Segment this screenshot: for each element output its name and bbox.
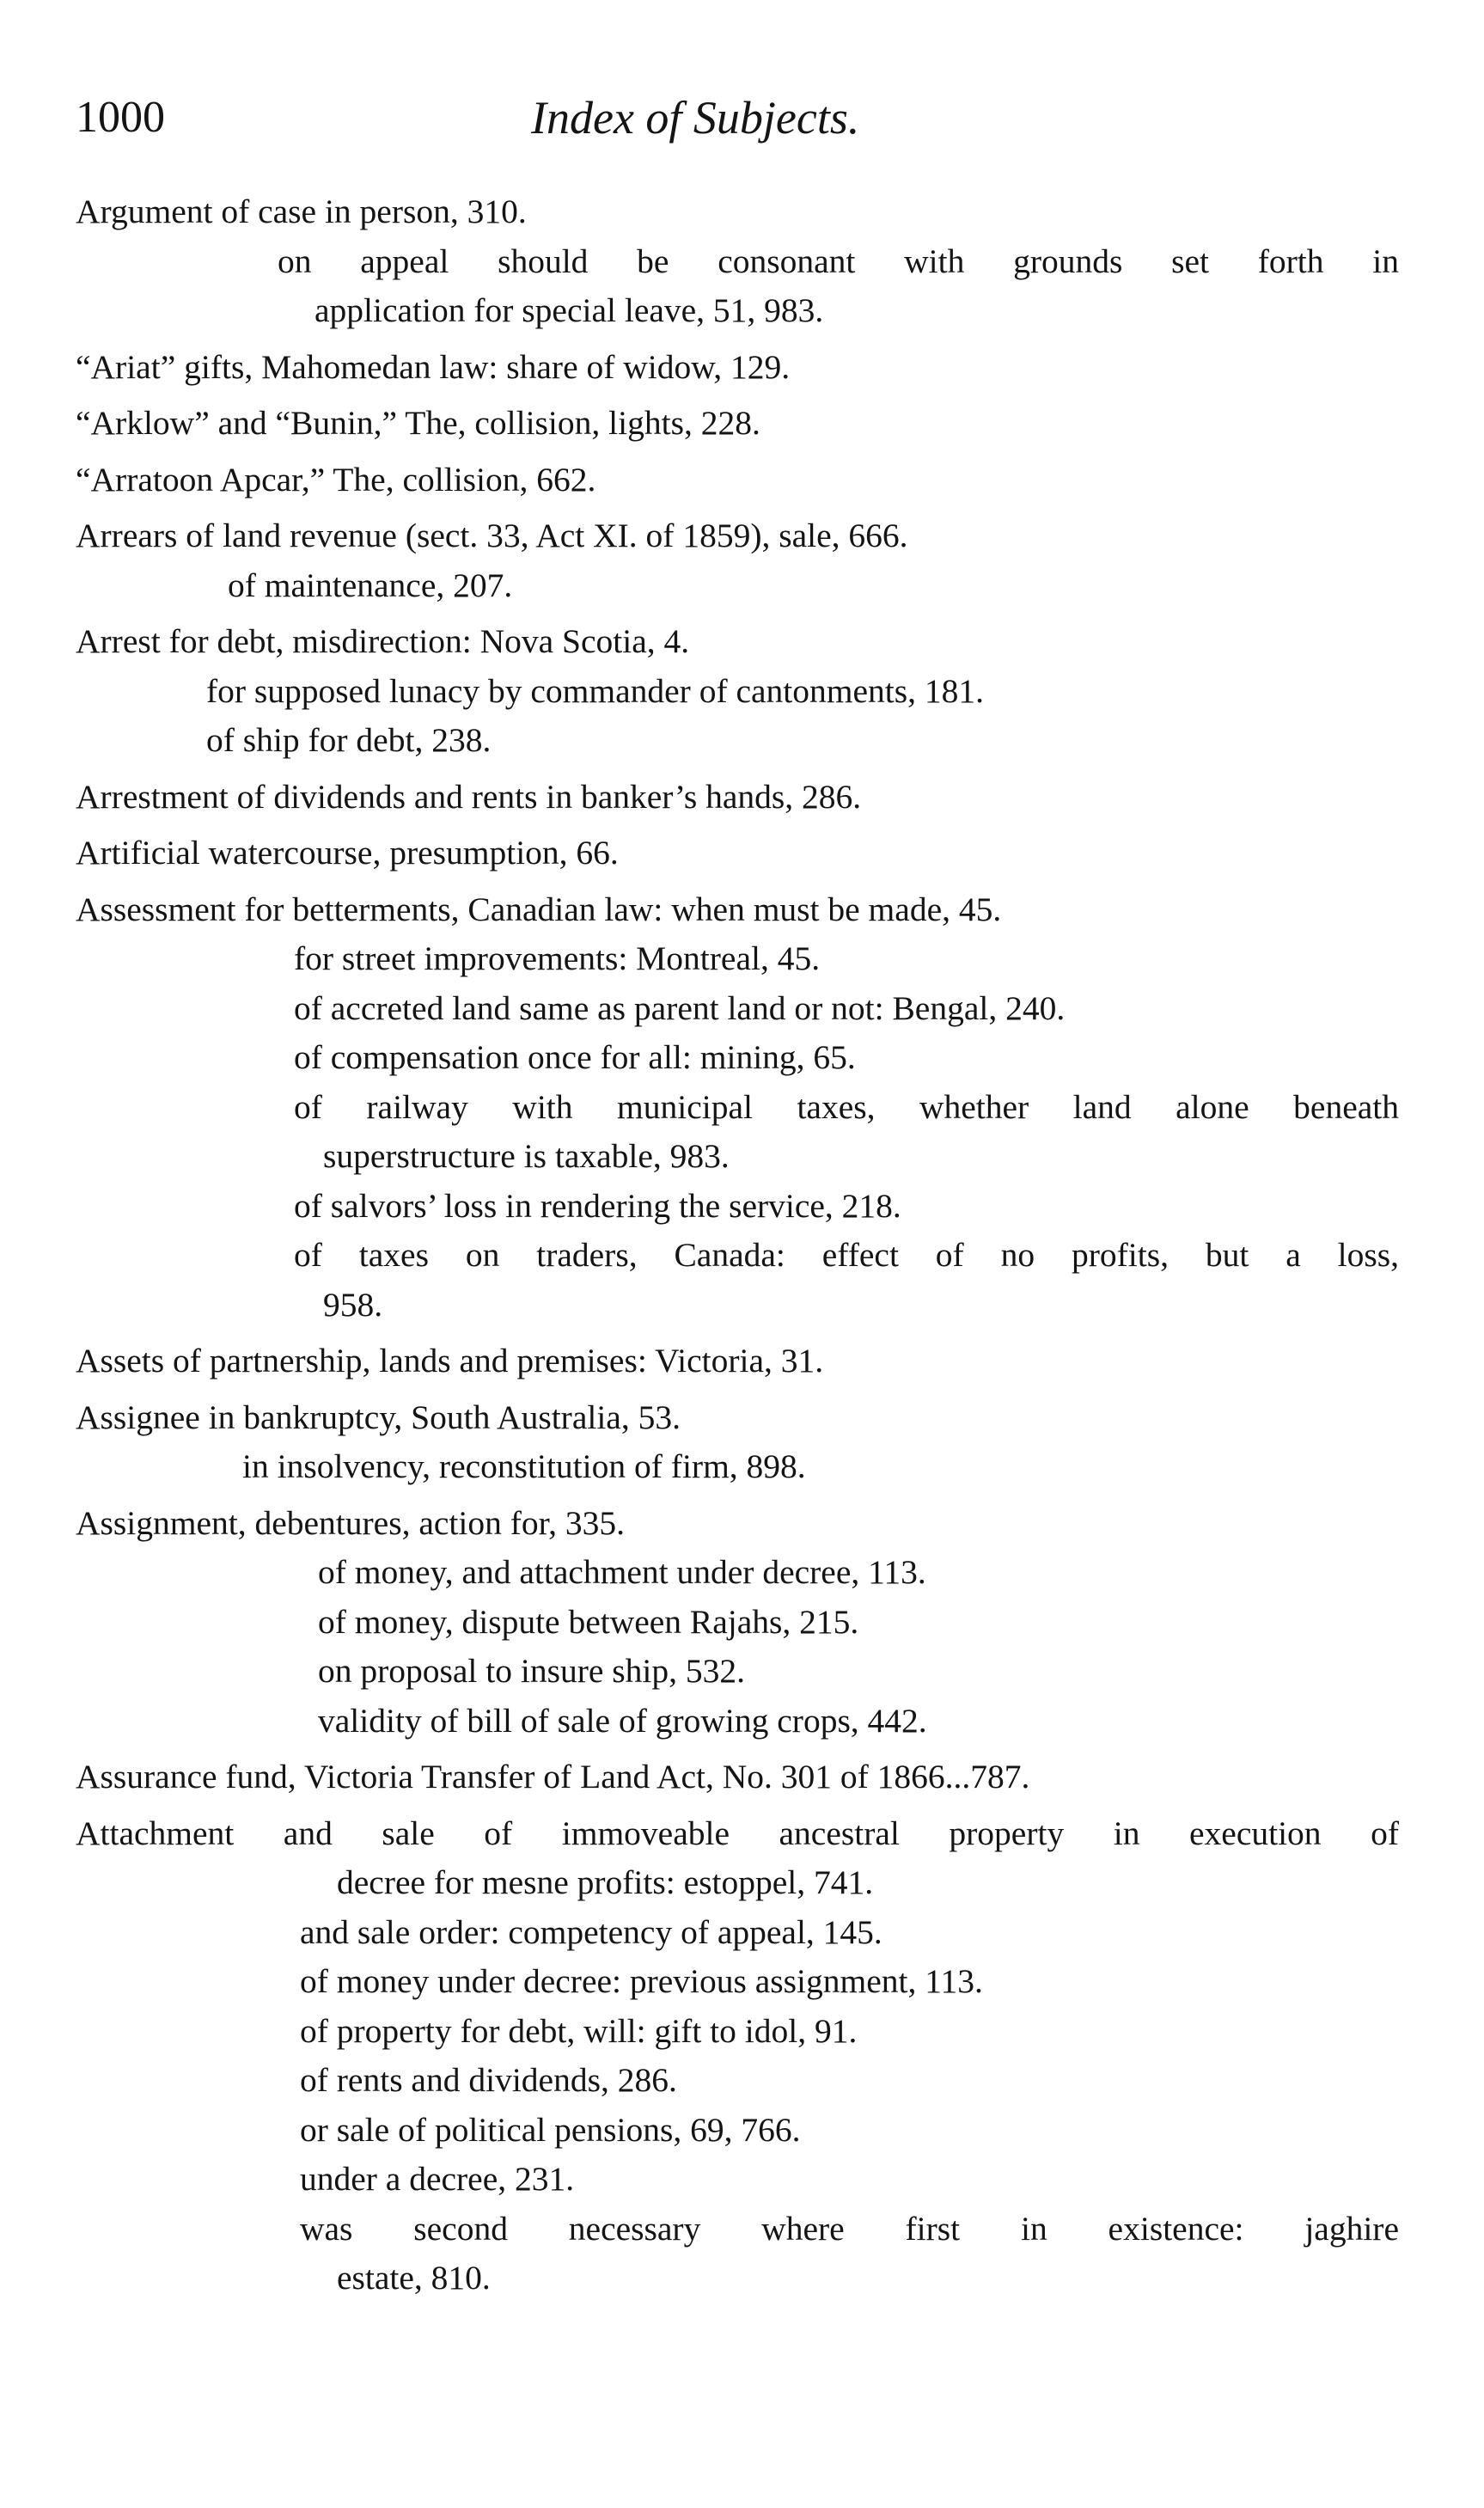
index-heading-continuation: decree for mesne profits: estoppel, 741. xyxy=(337,1863,874,1901)
index-heading: Argument of case in person, 310. xyxy=(76,193,527,230)
index-subentry: of money, dispute between Rajahs, 215. xyxy=(318,1602,859,1641)
index-entry-assignee xyxy=(76,1393,1399,1492)
index-subentry-continuation: 958. xyxy=(323,1285,383,1324)
index-subentry: validity of bill of sale of growing crops, 442. xyxy=(318,1701,927,1740)
index-heading: “Ariat” gifts, Mahomedan law: share of widow, 129. xyxy=(76,347,791,386)
index-subentry: of rents and dividends, 286. xyxy=(300,2061,677,2099)
index-subentry: on appeal should be consonant with grounds set forth in xyxy=(278,242,1399,280)
index-subentry: of money under decree: previous assignment, 113. xyxy=(300,1962,983,2000)
index-subentry: and sale order: competency of appeal, 145. xyxy=(300,1912,882,1951)
index-subentry: for street improvements: Montreal, 45. xyxy=(294,939,821,977)
index-list xyxy=(76,187,1399,2303)
index-subentry: of property for debt, will: gift to idol, 91. xyxy=(300,2011,858,2050)
page-header xyxy=(76,79,1399,156)
index-subentry-continuation: application for special leave, 51, 983. xyxy=(315,291,824,329)
index-heading: Arrestment of dividends and rents in banker’s hands, 286. xyxy=(76,777,862,816)
index-heading: Assets of partnership, lands and premises: Victoria, 31. xyxy=(76,1342,824,1379)
index-subentry: of accreted land same as parent land or not: Bengal, 240. xyxy=(294,988,1066,1027)
index-entry-arklow xyxy=(76,399,1399,449)
index-subentry: was second necessary where first in existence: jaghire xyxy=(300,2209,1399,2248)
index-heading: “Arklow” and “Bunin,” The, collision, lights, 228. xyxy=(76,404,760,442)
index-subentry: of salvors’ loss in rendering the service, 218. xyxy=(294,1186,901,1225)
index-entry-artificial-watercourse xyxy=(76,829,1399,878)
index-heading: Arrears of land revenue (sect. 33, Act XI. of 1859), sale, 666. xyxy=(76,517,908,554)
index-subentry: on proposal to insure ship, 532. xyxy=(318,1652,746,1690)
index-heading: Assessment for betterments, Canadian law: when must be made, 45. xyxy=(76,890,1002,928)
index-entry-assessment xyxy=(76,885,1399,1330)
index-entry-argument xyxy=(76,187,1399,336)
index-heading: Artificial watercourse, presumption, 66. xyxy=(76,834,619,872)
index-entry-assets xyxy=(76,1337,1399,1386)
index-entry-arratoon xyxy=(76,456,1399,505)
index-entry-arrestment xyxy=(76,773,1399,823)
index-subentry: or sale of political pensions, 69, 766. xyxy=(300,2110,801,2149)
index-entry-ariat xyxy=(76,343,1399,393)
index-subentry-continuation: superstructure is taxable, 983. xyxy=(323,1137,730,1175)
index-entry-assignment xyxy=(76,1499,1399,1746)
index-entry-attachment xyxy=(76,1809,1399,2303)
index-entry-arrears xyxy=(76,511,1399,610)
index-heading: Arrest for debt, misdirection: Nova Scotia, 4. xyxy=(76,622,690,660)
index-subentry: of ship for debt, 238. xyxy=(206,721,492,759)
index-entry-arrest xyxy=(76,617,1399,766)
page-number: 1000 xyxy=(76,93,165,142)
index-heading: Assurance fund, Victoria Transfer of Land Act, No. 301 of 1866...787. xyxy=(76,1758,1030,1795)
index-subentry: under a decree, 231. xyxy=(300,2160,575,2198)
index-heading: Attachment and sale of immoveable ancestral property in execution of xyxy=(76,1814,1399,1852)
index-subentry: of taxes on traders, Canada: effect of no profits, but a loss, xyxy=(294,1236,1399,1274)
index-heading: Assignee in bankruptcy, South Australia, 53. xyxy=(76,1398,681,1436)
index-subentry: of compensation once for all: mining, 65. xyxy=(294,1038,856,1076)
index-subentry: of railway with municipal taxes, whether land alone beneath xyxy=(294,1087,1399,1126)
index-heading: “Arratoon Apcar,” The, collision, 662. xyxy=(76,460,596,499)
index-subentry: in insolvency, reconstitution of firm, 898. xyxy=(242,1447,806,1485)
index-subentry: for supposed lunacy by commander of cantonments, 181. xyxy=(206,671,984,710)
index-subentry: of money, and attachment under decree, 113. xyxy=(318,1553,926,1591)
index-subentry: of maintenance, 207. xyxy=(228,566,513,604)
index-entry-assurance-fund xyxy=(76,1753,1399,1802)
running-head: Index of Subjects. xyxy=(531,92,860,144)
index-subentry-continuation: estate, 810. xyxy=(337,2259,491,2297)
index-heading: Assignment, debentures, action for, 335. xyxy=(76,1503,626,1542)
